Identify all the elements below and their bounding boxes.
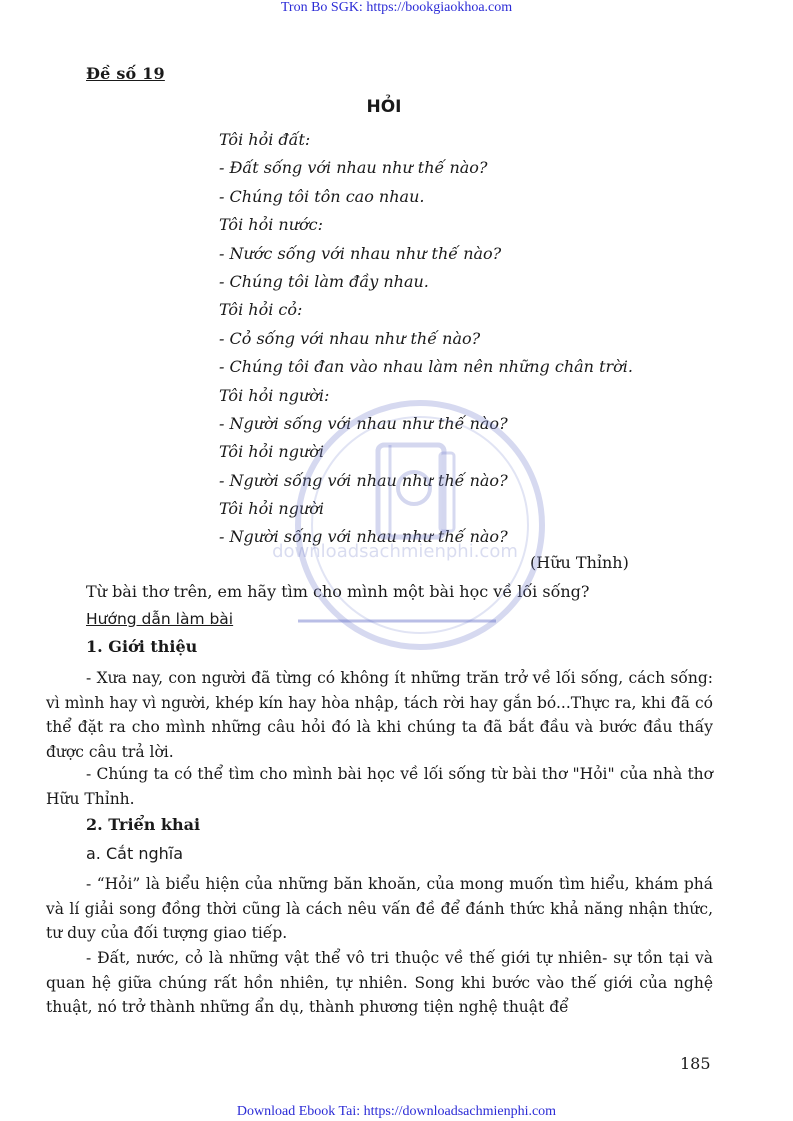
poem-line: - Người sống với nhau như thế nào? — [219, 470, 508, 490]
section-develop-title: 2. Triển khai — [86, 815, 201, 834]
guide-heading: Hướng dẫn làm bài — [86, 610, 234, 628]
develop-paragraph-1: - “Hỏi” là biểu hiện của những băn khoăn, của mong muốn tìm hiểu, khám phá và lí giải song đồng thời cũng là cách nêu vấn đề để đánh thức khả năng nhận thức, tư duy của đối tượng giao tiếp. — [46, 875, 713, 942]
poem-line: - Người sống với nhau như thế nào? — [219, 413, 508, 433]
intro-paragraph-2: - Chúng ta có thể tìm cho mình bài học về lối sống từ bài thơ "Hỏi" của nhà thơ Hữu Thỉnh. — [46, 765, 713, 808]
essay-question: Từ bài thơ trên, em hãy tìm cho mình một bài học về lối sống? — [86, 582, 590, 601]
section-intro-title: 1. Giới thiệu — [86, 637, 198, 656]
subsection-a-title: a. Cắt nghĩa — [86, 844, 183, 863]
source-link[interactable]: Tron Bo SGK: https://bookgiaokhoa.com — [280, 0, 513, 15]
develop-paragraph-2: - Đất, nước, cỏ là những vật thể vô tri thuộc về thế giới tự nhiên- sự tồn tại và quan hệ giữa chúng rất hồn nhiên, tự nhiên. Song khi bước vào thế giới của nghệ thuật, nó trở thành những ẩn dụ, thành phương tiện nghệ thuật để — [46, 949, 713, 1016]
poem-line: Tôi hỏi người: — [219, 385, 330, 405]
download-link[interactable]: Download Ebook Tai: https://downloadsachmienphi.com — [236, 1104, 557, 1119]
poem-line: Tôi hỏi đất: — [219, 130, 311, 149]
poem-line: - Cỏ sống với nhau như thế nào? — [219, 328, 481, 348]
poem-line: - Chúng tôi tôn cao nhau. — [219, 186, 425, 206]
poem-line: - Chúng tôi đan vào nhau làm nên những chân trời. — [219, 357, 633, 377]
watermark-text: downloadsachmienphi.com — [272, 541, 518, 562]
poem-line: Tôi hỏi người — [219, 442, 325, 462]
poem-title: HỎI — [366, 97, 402, 117]
poem-author: (Hữu Thỉnh) — [530, 553, 629, 572]
poem-line: Tôi hỏi người — [219, 499, 325, 519]
poem-line: Tôi hỏi cỏ: — [219, 300, 303, 320]
poem-line: - Người sống với nhau như thế nào? — [219, 527, 508, 547]
poem-body — [219, 126, 633, 552]
poem-line: - Đất sống với nhau như thế nào? — [219, 158, 488, 178]
exam-title: Đề số 19 — [86, 64, 165, 83]
page-number: 185 — [680, 1054, 711, 1073]
poem-line: - Chúng tôi làm đầy nhau. — [219, 271, 429, 291]
poem-line: - Nước sống với nhau như thế nào? — [219, 243, 502, 263]
poem-line: Tôi hỏi nước: — [219, 215, 323, 235]
intro-paragraph-1: - Xưa nay, con người đã từng có không ít những trăn trở về lối sống, cách sống: vì mình hay vì người, khép kín hay hòa nhập, tách rời hay gắn bó...Thực ra, khi đã có thể đặt ra cho mình những câu hỏi đó là khi chúng ta đã bắt đầu và bước đầu thấy được câu trả lời. — [46, 669, 713, 761]
